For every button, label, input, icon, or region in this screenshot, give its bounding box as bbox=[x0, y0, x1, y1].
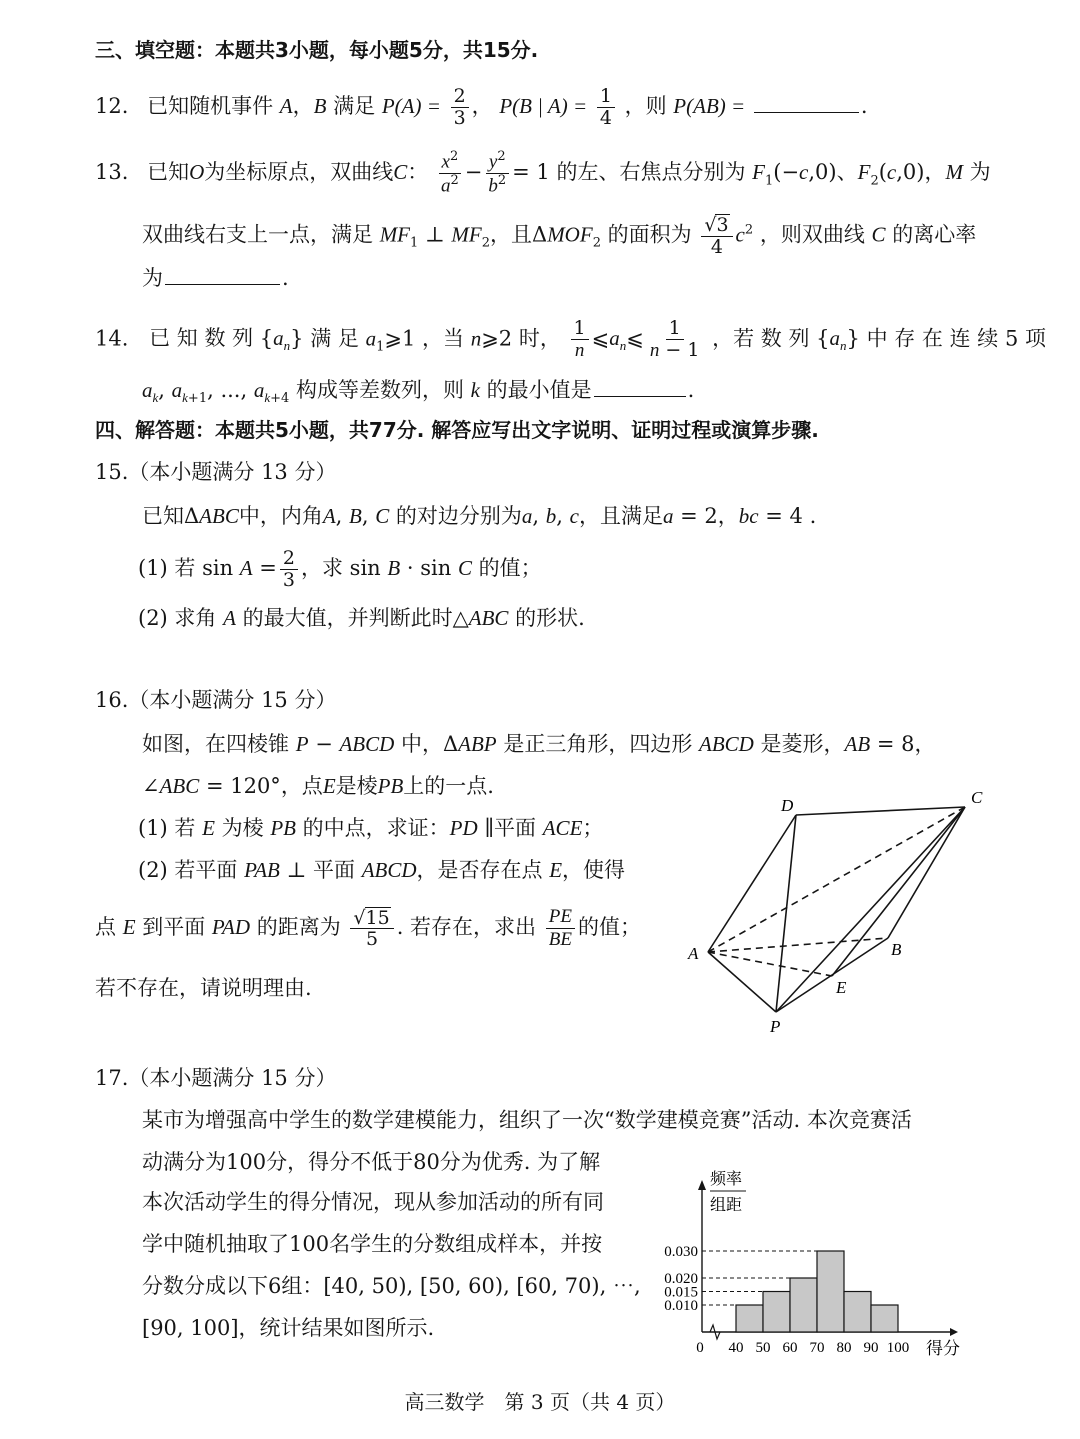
histogram-bar bbox=[790, 1278, 817, 1332]
histogram-bar bbox=[736, 1305, 763, 1332]
vertex-label-b: B bbox=[891, 940, 902, 959]
question-15-title: 15.（本小题满分 13 分） bbox=[95, 460, 337, 484]
vertex-label-p: P bbox=[770, 1017, 781, 1036]
vertex-label-e: E bbox=[836, 978, 847, 997]
section-4-header: 四、解答题：本题共5小题，共77分. 解答应写出文字说明、证明过程或演算步骤. bbox=[95, 418, 819, 442]
question-17-line-2: 动满分为100分，得分不低于80分为优秀. 为了解 bbox=[142, 1150, 601, 1174]
histogram-bar bbox=[871, 1305, 898, 1332]
question-14: 14. 已 知 数 列 $\{a_n\}$ 满 足 $a_1⩾1$ ，当 n⩾2 时， $\frac{1}{n}$ $⩽a_n⩽$ $\frac{1}{n - 1}$ ，若 数 列 $\{a_n\}$ 中 存 在 连 续 5 项 bbox=[95, 317, 1046, 361]
question-17-line-5: 分数分成以下6组：[40, 50), [50, 60), [60, 70), ⋯, bbox=[142, 1274, 641, 1298]
question-16-stem-1: 如图，在四棱锥 P − ABCD 中，ΔABP 是正三角形，四边形 ABCD 是菱形，AB = 8， bbox=[142, 732, 936, 756]
page-footer: 高三数学 第 3 页（共 4 页） bbox=[404, 1390, 676, 1414]
section-3-header: 三、填空题：本题共3小题，每小题5分，共15分. bbox=[95, 38, 539, 62]
answer-blank bbox=[594, 378, 686, 397]
question-15-stem: 已知ΔABC中，内角A, B, C 的对边分别为a, b, c，且满足a = 2，bc = 4 . bbox=[142, 504, 817, 528]
question-15-part-2: (2) 求角 A 的最大值，并判断此时△ABC 的形状. bbox=[138, 606, 585, 630]
question-15-part-1: (1) 若 sin A = $\frac{2}{3}$ ，求 sin B · sin C 的值； bbox=[138, 547, 542, 591]
question-17-line-4: 学中随机抽取了100名学生的分数组成样本，并按 bbox=[142, 1232, 603, 1256]
histogram-bar bbox=[844, 1292, 871, 1333]
question-12: 12. 已知随机事件 A，B 满足 P(A) = $\frac{2}{3}$ ， P(B | A) = $\frac{1}{4}$ ，则 P(AB) = . bbox=[95, 85, 868, 129]
histogram-bar bbox=[763, 1292, 790, 1333]
question-16-part-2-end: 若不存在，请说明理由. bbox=[95, 976, 312, 1000]
vertex-label-a: A bbox=[688, 944, 699, 963]
x-tick-label: 40 bbox=[728, 1340, 744, 1356]
x-tick-label: 0 bbox=[696, 1340, 704, 1356]
question-13-line-3: 为 . bbox=[142, 266, 289, 290]
question-16-part-1: (1) 若 E 为棱 PB 的中点，求证：PD ∥平面 ACE； bbox=[138, 816, 604, 840]
question-17-line-1: 某市为增强高中学生的数学建模能力，组织了一次“数学建模竞赛”活动. 本次竞赛活 bbox=[142, 1108, 912, 1132]
y-axis-label-bottom: 组距 bbox=[710, 1197, 743, 1214]
x-tick-label: 70 bbox=[809, 1340, 825, 1356]
question-13-line-2: 双曲线右支上一点，满足 $MF_1$ ⊥ $MF_2$，且$\Delta MOF_2$ 的面积为 $\frac{√3}{4}$ $c^2$ ，则双曲线 C 的离心率 bbox=[142, 214, 977, 258]
question-17-line-3: 本次活动学生的得分情况，现从参加活动的所有同 bbox=[142, 1190, 604, 1214]
frequency-histogram bbox=[640, 1160, 980, 1360]
vertex-label-d: D bbox=[781, 796, 794, 815]
y-axis-label-top: 频率 bbox=[710, 1171, 743, 1188]
question-16-part-2: (2) 若平面 PAB ⊥ 平面 ABCD，是否存在点 E，使得 bbox=[138, 858, 626, 882]
vertex-label-c: C bbox=[971, 788, 983, 807]
y-tick-label: 0.015 bbox=[664, 1284, 698, 1301]
question-16-title: 16.（本小题满分 15 分） bbox=[95, 688, 337, 712]
y-tick-label: 0.030 bbox=[664, 1244, 698, 1260]
answer-blank bbox=[754, 94, 859, 113]
question-16-stem-2: ∠ABC = 120°，点E是棱PB上的一点. bbox=[142, 774, 494, 798]
x-tick-label: 80 bbox=[836, 1340, 852, 1356]
question-16-part-2-cont: 点 E 到平面 PAD 的距离为 $\frac{√15}{5}$ . 若存在，求出 $\frac{PE}{BE}$ 的值； bbox=[95, 906, 641, 951]
q12-number: 12. bbox=[95, 93, 129, 118]
x-axis-arrow bbox=[950, 1328, 958, 1336]
x-axis-label: 得分 bbox=[926, 1339, 960, 1358]
x-tick-label: 50 bbox=[755, 1340, 771, 1356]
x-tick-label: 60 bbox=[782, 1340, 798, 1356]
y-tick-label: 0.020 bbox=[664, 1271, 698, 1287]
x-tick-label: 90 bbox=[863, 1340, 879, 1356]
histogram-bar bbox=[817, 1251, 844, 1332]
question-13: 13. 已知O为坐标原点，双曲线C： $\frac{x^2}{a^2}$ − $\frac{y^2}{b^2}$ = 1 的左、右焦点分别为 $F_1(-c,0)$、$F_2(c,0)$，M 为 bbox=[95, 149, 991, 197]
question-17-title: 17.（本小题满分 15 分） bbox=[95, 1066, 337, 1090]
y-axis-arrow bbox=[698, 1180, 706, 1190]
x-tick-label: 100 bbox=[886, 1340, 910, 1356]
question-14-line-2: $a_k$, $a_{k+1}$, ..., $a_{k+4}$ 构成等差数列，则 k 的最小值是 . bbox=[142, 378, 695, 407]
answer-blank bbox=[165, 266, 280, 285]
y-tick-label: 0.010 bbox=[664, 1298, 698, 1314]
pyramid-figure bbox=[680, 780, 1000, 1040]
question-17-line-6: [90, 100]，统计结果如图所示. bbox=[142, 1316, 435, 1340]
